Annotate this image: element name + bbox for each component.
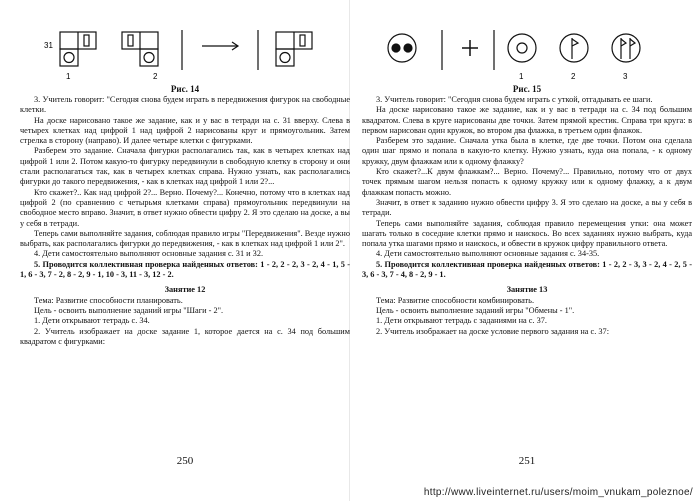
page-number: 250: [176, 455, 194, 467]
paragraph: Значит, в ответ к заданию нужно обвести цифру 3. Я это сделаю на доске, а вы у себя в тетради.: [362, 197, 692, 218]
paragraph: На доске нарисовано такое же задание, как и у вас в тетради на с. 34 под большим квадратом. Слева в круге нарисованы две точки. Затем прямой крестик. Справа три круга: в первом нарисован один кружок, во втором два флажка, в третьем один флажок.: [362, 105, 692, 135]
one-flag-icon: [612, 34, 640, 62]
paragraph: Теперь сами выполняйте задания, соблюдая правило игры "Передвижения". Везде нужно выбрать, как располагались фигурки до передвижения, - как в клетках над цифрой 1 или 2".: [20, 228, 351, 249]
lesson-heading: Занятие 12: [164, 285, 206, 295]
two-flags-icon: [560, 34, 588, 62]
grid-option-1: [60, 32, 96, 66]
paragraph: Кто скажет?.. Как над цифрой 2?... Верно. Почему?... Конечно, потому что в клетках над цифрой 2 (по сравнению с четырьмя клетками справа) прямоугольник передвинули на свободное место вправо. Значит, в ответ нужно обвести цифру 2. Я это сделаю на доске, а вы у себя в тетради.: [20, 187, 350, 228]
paragraph: 3. Учитель говорит: "Сегодня снова будем играть с уткой, отгадывать ее шаги.: [376, 95, 653, 104]
figure-label-3: 3: [623, 72, 628, 81]
plus-icon: [462, 40, 478, 56]
figure-label-2: 2: [153, 72, 158, 81]
figure-caption: Рис. 14: [170, 84, 200, 94]
figure-label-31: 31: [44, 41, 53, 50]
paragraph: 4. Дети самостоятельно выполняют основные задания с. 34-35.: [376, 249, 600, 259]
right-text: [362, 95, 692, 337]
paragraph: 2. Учитель изображает на доске условие первого задания на с. 37:: [376, 326, 609, 336]
figure-caption: Рис. 15: [512, 84, 542, 94]
paragraph: 5. Проводится коллективная проверка найденных ответов: 1 - 2, 2 - 2, 3 - 2, 4 - 1, 5 - 1, 6 - 3, 7 - 2, 8 - 2, 9 - 1, 10 - 3, 11 - 3, 12 - 2.: [20, 259, 350, 280]
paragraph: Кто скажет?...К двум флажкам?... Верно. Почему?... Правильно, потому что от двух точек прямым шагом нельзя попасть к одному кружку или к одному флажку, а к двум флажкам попасть можно.: [362, 167, 692, 197]
paragraph: 3. Учитель говорит: "Сегодня снова будем играть в передвижения фигурок на свободные клетки.: [20, 95, 350, 115]
figure-label-1: 1: [519, 72, 524, 81]
paragraph: Тема: Развитие способности комбинировать.: [376, 295, 535, 305]
left-page: [20, 0, 350, 501]
figure-14: [20, 30, 350, 82]
paragraph: Разберем это задание. Сначала фигурки располагались так, как в четырех клетках над цифрой 1 или 2. Потом какую-то фигурку передвинули в свободную клетку в сторону и они стали располагаться так, как в четырех клетках справа. Нужно узнать, как располагались фигурки до такого передвижения, - как в клетках над цифрой 1 или 2?...: [20, 146, 350, 187]
right-page: [362, 0, 692, 501]
page-number: 251: [518, 455, 536, 467]
watermark-url: http://www.liveinternet.ru/users/moim_vnukam_poleznoe/: [423, 487, 693, 498]
paragraph: Тема: Развитие способности планировать.: [34, 295, 183, 305]
two-dots-icon: [388, 34, 416, 62]
figure-label-2: 2: [571, 72, 576, 81]
paragraph: 2. Учитель изображает на доске задание 1, которое дается на с. 34 под большим квадратом с фигурками:: [20, 326, 350, 346]
paragraph: Теперь сами выполняйте задания, соблюдая правило перемещения утки: она может шагать только в соседние клетки прямо и наискось. Во всех заданиях нужно выбрать, куда попала утка шагами прямо и наискось, и обвести в кружок цифру правильного ответа.: [362, 218, 692, 249]
paragraph: 5. Проводится коллективная проверка найденных ответов: 1 - 2, 2 - 3, 3 - 2, 4 - 2, 5 - 3, 6 - 3, 7 - 4, 8 - 2, 9 - 1.: [362, 259, 692, 280]
left-text: [20, 95, 350, 347]
paragraph: На доске нарисовано такое же задание, как и у вас в тетради на с. 31 вверху. Слева в четырех клетках над цифрой 1 над цифрой 2 нарисованы круг и прямоугольник. Затем стрелка в сторону (направо). И далее четыре клетки с фигурками.: [20, 115, 350, 146]
paragraph: Разберем это задание. Сначала утка была в клетке, где две точки. Потом она сделала один шаг прямо и попала в какую-то клетку. Нужно узнать, куда она попала, - к одному кружку, двум флажкам или к одному флажку?: [362, 136, 692, 166]
figure-15: [362, 30, 692, 82]
grid-result: [276, 32, 312, 66]
paragraph: 1. Дети открывают тетрадь с заданиями на с. 37.: [376, 316, 548, 326]
figure-label-1: 1: [66, 72, 71, 81]
paragraph: 1. Дети открывают тетрадь с. 34.: [34, 316, 150, 326]
grid-option-2: [122, 32, 158, 66]
paragraph: Цель - освоить выполнение заданий игры "Обмены - 1".: [376, 305, 575, 315]
paragraph: Цель - освоить выполнение заданий игры "Шаги - 2".: [34, 305, 224, 315]
paragraph: 4. Дети самостоятельно выполняют основные задания с. 31 и 32.: [34, 249, 264, 259]
arrow-right-icon: [202, 42, 238, 50]
one-circle-icon: [508, 34, 536, 62]
lesson-heading: Занятие 13: [506, 285, 548, 295]
